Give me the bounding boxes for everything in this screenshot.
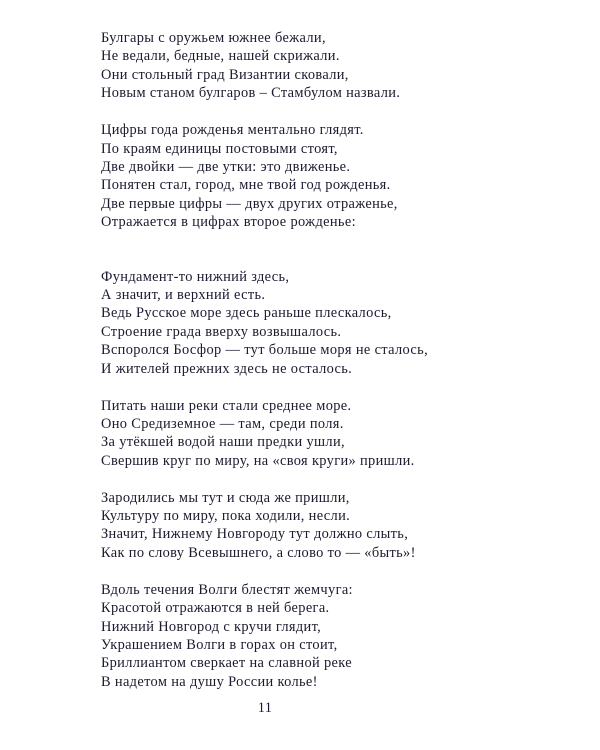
- poem-line: Понятен стал, город, мне твой год рожденья.: [101, 177, 391, 194]
- poem-line: Они стольный град Византии сковали,: [101, 66, 349, 83]
- poem-line: Ведь Русское море здесь раньше плескалось,: [101, 305, 392, 322]
- poem-line: Украшением Волги в горах он стоит,: [101, 636, 338, 653]
- poem-line: Значит, Нижнему Новгороду тут должно слыть,: [101, 526, 409, 543]
- page-number: 11: [257, 700, 273, 716]
- poem-line: А значит, и верхний есть.: [101, 286, 266, 303]
- poem-line: Вдоль течения Волги блестят жемчуга:: [101, 581, 353, 598]
- poem-line: Не ведали, бедные, нашей скрижали.: [101, 48, 340, 65]
- stanza-5: [101, 489, 571, 563]
- poem-line: Культуру по миру, пока ходили, несли.: [101, 508, 351, 525]
- poem-line: Булгары с оружьем южнее бежали,: [101, 30, 326, 46]
- poem-line: Цифры года рожденья ментально глядят.: [101, 122, 364, 139]
- stanza-6: [101, 581, 571, 691]
- stanza-1: [101, 29, 571, 103]
- poem-line: Отражается в цифрах второе рожденье:: [101, 214, 356, 231]
- poem-text: [101, 29, 571, 691]
- poem-line: Красотой отражаются в ней берега.: [101, 600, 330, 617]
- poem-line: Вспоролся Босфор — тут больше моря не сталось,: [101, 342, 429, 359]
- poem-line: В надетом на душу России колье!: [101, 673, 318, 690]
- poem-line: Новым станом булгаров – Стамбулом назвали.: [101, 85, 401, 102]
- poem-line: Как по слову Всевышнего, а слово то — «быть»!: [101, 544, 416, 561]
- poem-line: Бриллиантом сверкает на славной реке: [101, 655, 352, 672]
- stanza-4: [101, 397, 571, 471]
- poem-line: Питать наши реки стали среднее море.: [101, 397, 352, 414]
- poem-line: Строение града вверху возвышалось.: [101, 323, 342, 340]
- poem-line: И жителей прежних здесь не осталось.: [101, 360, 353, 377]
- poem-line: Оно Средиземное — там, среди поля.: [101, 415, 344, 432]
- stanza-3: [101, 268, 571, 378]
- stanza-2: [101, 121, 571, 231]
- poem-line: Зародились мы тут и сюда же пришли,: [101, 489, 350, 506]
- poem-line: Свершив круг по миру, на «своя круги» пришли.: [101, 452, 415, 469]
- poem-line: За утёкшей водой наши предки ушли,: [101, 434, 345, 451]
- poem-line: Нижний Новгород с кручи глядит,: [101, 618, 322, 635]
- poem-line: По краям единицы постовыми стоят,: [101, 140, 338, 157]
- poem-line: Две двойки — две утки: это движенье.: [101, 158, 351, 175]
- poem-line: Две первые цифры — двух других отраженье,: [101, 195, 398, 212]
- poem-line: Фундамент-то нижний здесь,: [101, 268, 290, 285]
